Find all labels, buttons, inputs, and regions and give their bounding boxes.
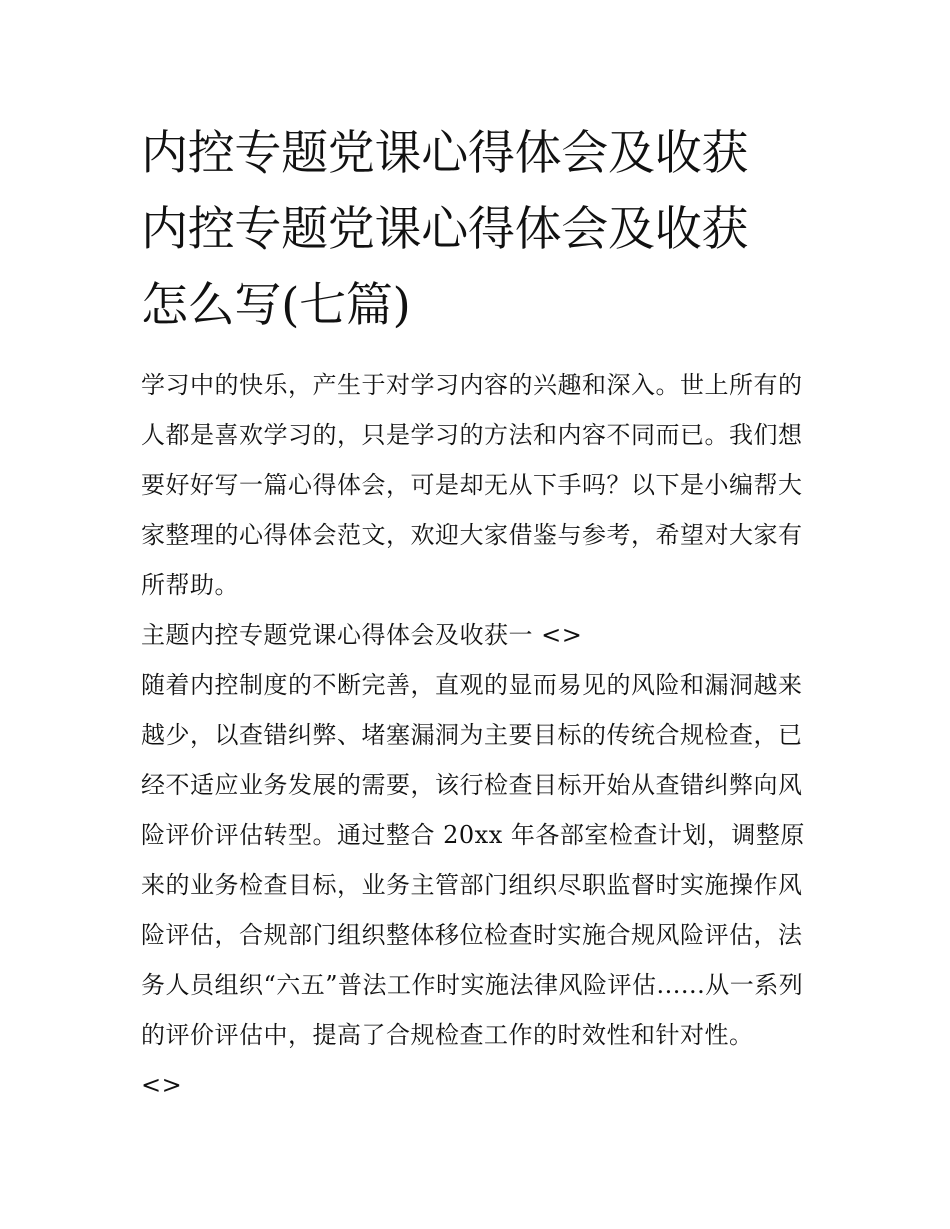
- body-line: 越少，以查错纠弊、堵塞漏洞为主要目标的传统合规检查，已: [141, 721, 803, 749]
- body-line: 经不适应业务发展的需要，该行检查目标开始从查错纠弊向风: [141, 771, 803, 799]
- body-line: 险评价评估转型。通过整合 20xx 年各部室检查计划，调整原: [141, 821, 805, 849]
- title-line-3: 怎么写(七篇): [141, 278, 411, 333]
- body-line: 来的业务检查目标，业务主管部门组织尽职监督时实施操作风: [141, 871, 803, 899]
- document-content: [141, 116, 813, 1110]
- title-line-1: 内控专题党课心得体会及收获: [141, 126, 749, 181]
- intro-line: 学习中的快乐，产生于对学习内容的兴趣和深入。世上所有的: [141, 371, 803, 399]
- intro-line: 家整理的心得体会范文，欢迎大家借鉴与参考，希望对大家有: [141, 521, 803, 549]
- body-line: 的评价评估中，提高了合规检查工作的时效性和针对性。: [141, 1021, 754, 1049]
- intro-line: 人都是喜欢学习的，只是学习的方法和内容不同而已。我们想: [141, 421, 803, 449]
- trailing-marker: <>: [141, 1071, 183, 1099]
- document-title: [141, 116, 813, 344]
- body-line: 险评估，合规部门组织整体移位检查时实施合规风险评估，法: [141, 921, 803, 949]
- section-heading: 主题内控专题党课心得体会及收获一 <>: [141, 621, 583, 649]
- body-line: 务人员组织“六五”普法工作时实施法律风险评估......从一系列: [141, 971, 804, 999]
- title-line-2: 内控专题党课心得体会及收获: [141, 202, 749, 257]
- intro-line: 所帮助。: [141, 571, 239, 599]
- intro-line: 要好好写一篇心得体会，可是却无从下手吗？以下是小编帮大: [141, 471, 803, 499]
- intro-paragraph: [141, 360, 813, 610]
- body-paragraph: [141, 660, 813, 1060]
- body-line: 随着内控制度的不断完善，直观的显而易见的风险和漏洞越来: [141, 671, 803, 699]
